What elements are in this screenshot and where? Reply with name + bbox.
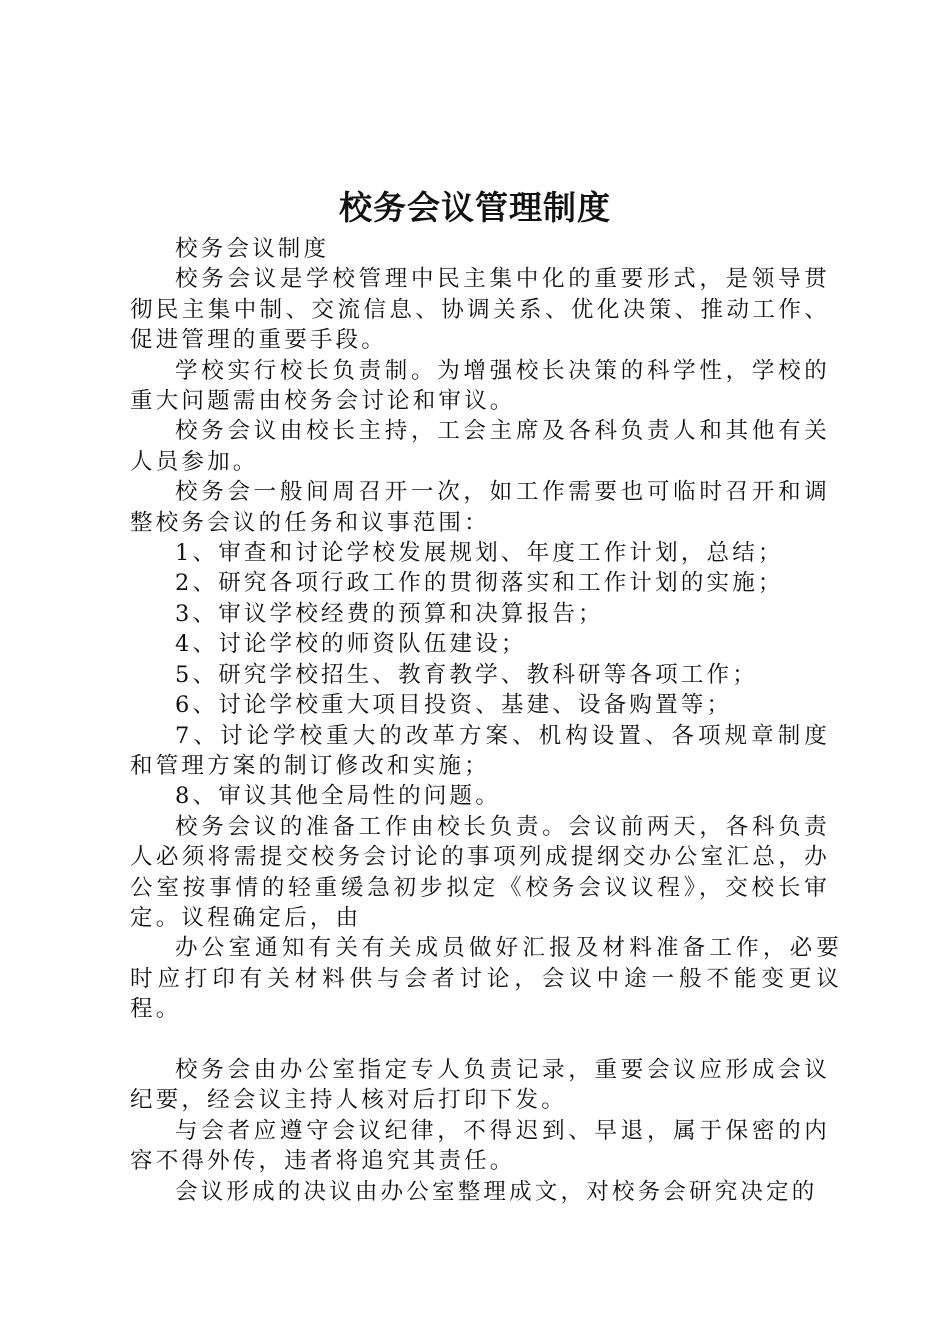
paragraph: 校务会一般间周召开一次，如工作需要也可临时召开和调整校务会议的任务和议事范围：	[130, 479, 830, 536]
list-item: 8、审议其他全局性的问题。	[175, 783, 501, 810]
list-item: 3、审议学校经费的预算和决算报告；	[175, 600, 604, 627]
document-title: 校务会议管理制度	[339, 188, 611, 227]
document-body	[130, 234, 842, 1207]
paragraph: 校务会议的准备工作由校长负责。会议前两天，各科负责人必须将需提交校务会讨论的事项列成提纲交办公室汇总，办公室按事情的轻重缓急初步拟定《校务会议议程》，交校长审定。议程确定后，由	[130, 813, 830, 931]
paragraph-heading: 校务会议制度	[175, 236, 330, 262]
list-item: 7、讨论学校重大的改革方案、机构设置、各项规章制度和管理方案的制订修改和实施；	[130, 722, 830, 779]
paragraph: 与会者应遵守会议纪律，不得迟到、早退，属于保密的内容不得外传，违者将追究其责任。	[130, 1117, 830, 1175]
paragraph: 校务会由办公室指定专人负责记录，重要会议应形成会议纪要，经会议主持人核对后打印下发。	[130, 1056, 830, 1114]
list-item: 4、讨论学校的师资队伍建设；	[175, 631, 527, 658]
paragraph: 办公室通知有关有关成员做好汇报及材料准备工作，必要时应打印有关材料供与会者讨论，会议中途一般不能变更议程。	[130, 935, 842, 1023]
paragraph: 校务会议由校长主持，工会主席及各科负责人和其他有关人员参加。	[130, 418, 830, 475]
list-item: 6、讨论学校重大项目投资、基建、设备购置等；	[175, 692, 733, 719]
list-item: 2、研究各项行政工作的贯彻落实和工作计划的实施；	[175, 570, 784, 597]
paragraph: 学校实行校长负责制。为增强校长决策的科学性，学校的重大问题需由校务会讨论和审议。	[130, 357, 830, 415]
paragraph: 校务会议是学校管理中民主集中化的重要形式，是领导贯彻民主集中制、交流信息、协调关系、优化决策、推动工作、促进管理的重要手段。	[130, 266, 830, 354]
paragraph-spacer	[130, 1025, 830, 1055]
list-item: 1、审查和讨论学校发展规划、年度工作计划，总结；	[175, 540, 784, 567]
paragraph: 会议形成的决议由办公室整理成文，对校务会研究决定的	[175, 1178, 818, 1205]
list-item: 5、研究学校招生、教育教学、教科研等各项工作；	[175, 661, 758, 688]
